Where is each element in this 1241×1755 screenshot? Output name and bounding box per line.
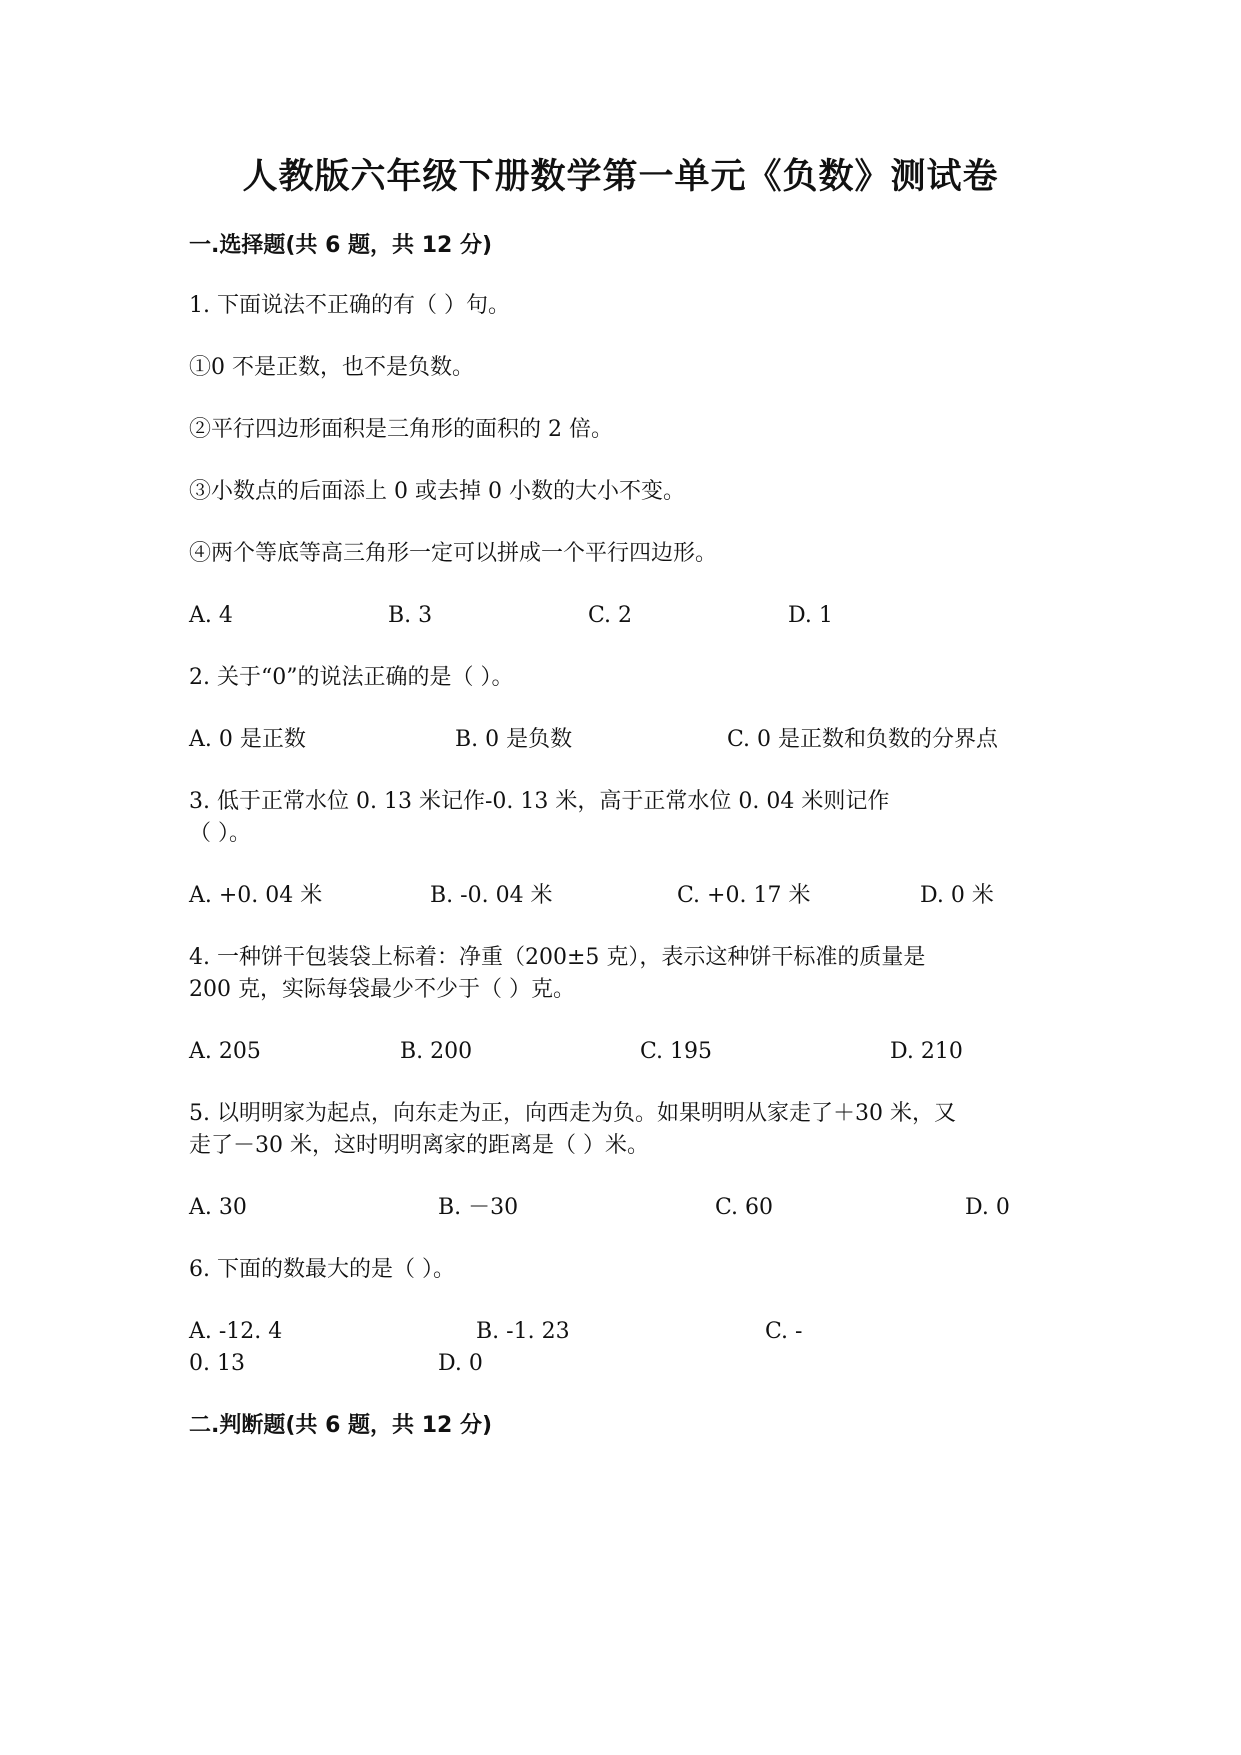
section-heading-choice: 一.选择题(共 6 题，共 12 分) — [189, 233, 493, 258]
question-3-option-a: A. +0. 04 米 — [189, 883, 323, 908]
question-4-option-d: D. 210 — [890, 1039, 963, 1064]
question-5-option-b: B. －30 — [438, 1195, 519, 1220]
question-1-stem: 1. 下面说法不正确的有（ ）句。 — [189, 293, 510, 318]
question-5-stem-line-1: 5. 以明明家为起点，向东走为正，向西走为负。如果明明从家走了＋30 米，又 — [189, 1101, 956, 1126]
question-5-option-a: A. 30 — [189, 1195, 247, 1220]
question-5-stem-line-2: 走了－30 米，这时明明离家的距离是（ ）米。 — [189, 1133, 649, 1158]
question-6-option-d: D. 0 — [438, 1351, 483, 1376]
question-2-stem: 2. 关于“0”的说法正确的是（ ）。 — [189, 665, 514, 690]
question-1-option-b: B. 3 — [388, 603, 433, 628]
question-1-statement-3: ③小数点的后面添上 0 或去掉 0 小数的大小不变。 — [189, 479, 685, 504]
question-2-option-c: C. 0 是正数和负数的分界点 — [727, 727, 999, 752]
question-3-option-b: B. -0. 04 米 — [430, 883, 553, 908]
question-1-option-c: C. 2 — [588, 603, 633, 628]
question-6-option-c-part-1: C. - — [765, 1319, 803, 1344]
question-1-option-d: D. 1 — [788, 603, 833, 628]
question-4-stem-line-2: 200 克，实际每袋最少不少于（ ）克。 — [189, 977, 575, 1002]
question-1-statement-1: ①0 不是正数，也不是负数。 — [189, 355, 474, 380]
question-6-option-b: B. -1. 23 — [476, 1319, 570, 1344]
question-6-option-a: A. -12. 4 — [189, 1319, 283, 1344]
question-4-option-b: B. 200 — [400, 1039, 473, 1064]
question-4-option-c: C. 195 — [640, 1039, 713, 1064]
question-1-option-a: A. 4 — [189, 603, 233, 628]
question-5-option-d: D. 0 — [965, 1195, 1010, 1220]
question-3-stem-line-1: 3. 低于正常水位 0. 13 米记作-0. 13 米，高于正常水位 0. 04 米则记作 — [189, 789, 890, 814]
question-4-stem-line-1: 4. 一种饼干包装袋上标着：净重（200±5 克），表示这种饼干标准的质量是 — [189, 945, 926, 970]
page-title: 人教版六年级下册数学第一单元《负数》测试卷 — [242, 157, 999, 197]
question-5-option-c: C. 60 — [715, 1195, 774, 1220]
question-4-option-a: A. 205 — [189, 1039, 261, 1064]
question-3-option-d: D. 0 米 — [920, 883, 994, 908]
question-1-statement-4: ④两个等底等高三角形一定可以拼成一个平行四边形。 — [189, 541, 718, 566]
question-3-stem-line-2: （ ）。 — [189, 821, 251, 846]
question-3-option-c: C. +0. 17 米 — [677, 883, 811, 908]
question-6-option-c-part-2: 0. 13 — [189, 1351, 245, 1376]
question-6-stem: 6. 下面的数最大的是（ ）。 — [189, 1257, 455, 1282]
section-heading-true-false: 二.判断题(共 6 题，共 12 分) — [189, 1413, 493, 1438]
question-2-option-b: B. 0 是负数 — [455, 727, 573, 752]
question-1-statement-2: ②平行四边形面积是三角形的面积的 2 倍。 — [189, 417, 613, 442]
question-2-option-a: A. 0 是正数 — [189, 727, 306, 752]
